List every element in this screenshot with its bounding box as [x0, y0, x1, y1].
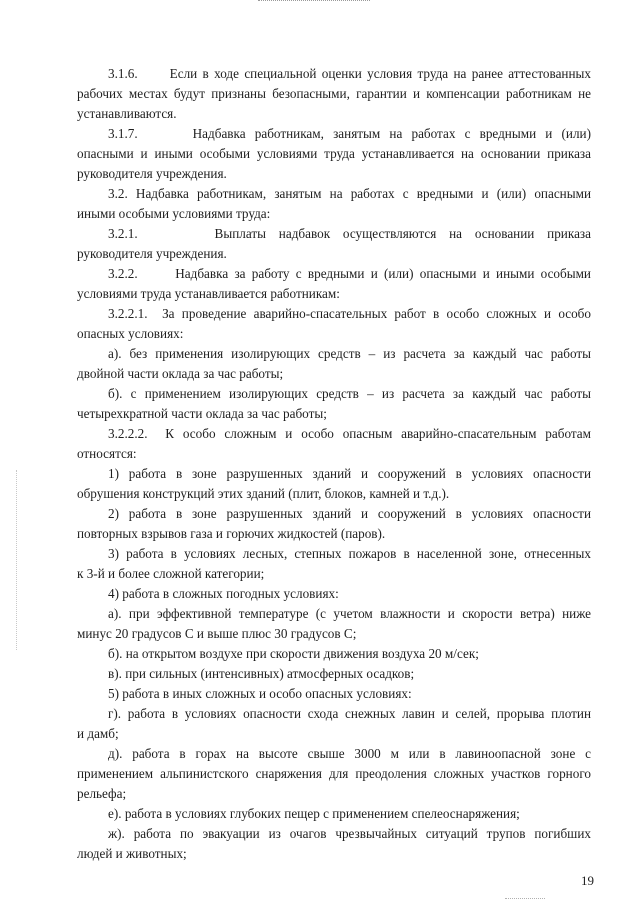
document-body [77, 64, 591, 864]
scan-mark-bottom [505, 898, 545, 901]
text-line: руководителя учреждения. [77, 246, 227, 261]
scan-mark-top [258, 0, 370, 5]
text-line: и дамб; [77, 726, 119, 741]
text-line: 5) работа в иных сложных и особо опасных условиях: [108, 686, 412, 701]
text-line: опасными и иными особыми условиями труда устанавливается на основании приказа [77, 146, 591, 161]
text-line: руководителя учреждения. [77, 166, 227, 181]
text-line: иными особыми условиями труда: [77, 206, 271, 221]
text-line: 3) работа в условиях лесных, степных пожаров в населенной зоне, отнесенных [108, 546, 591, 561]
text-line: 3.2.2. Надбавка за работу с вредными и (или) опасными и иными особыми [108, 266, 591, 281]
text-line: 1) работа в зоне разрушенных зданий и сооружений в условиях опасности [108, 466, 591, 481]
text-line: рельефа; [77, 786, 127, 801]
text-line: г). работа в условиях опасности схода снежных лавин и селей, прорыва плотин [108, 706, 591, 721]
text-line: к 3-й и более сложной категории; [77, 566, 265, 581]
text-line: минус 20 градусов С и выше плюс 30 градусов С; [77, 626, 357, 641]
text-line: ж). работа по эвакуации из очагов чрезвычайных ситуаций трупов погибших [108, 826, 591, 841]
page-number: 19 [581, 873, 594, 888]
text-line: рабочих местах будут признаны безопасными, гарантии и компенсации работникам не [77, 86, 591, 101]
text-line: двойной части оклада за час работы; [77, 366, 284, 381]
text-line: четырехкратной части оклада за час работы; [77, 406, 327, 421]
text-line: б). на открытом воздухе при скорости движения воздуха 20 м/сек; [108, 646, 479, 661]
text-line: 3.2.2.1. За проведение аварийно-спасательных работ в особо сложных и особо [108, 306, 591, 321]
text-line: 3.2. Надбавка работникам, занятым на работах с вредными и (или) опасными [108, 186, 591, 201]
text-line: 4) работа в сложных погодных условиях: [108, 586, 339, 601]
text-line: 3.2.1. Выплаты надбавок осуществляются на основании приказа [108, 226, 591, 241]
text-line: 3.1.7. Надбавка работникам, занятым на работах с вредными и (или) [108, 126, 591, 141]
scan-mark-left [16, 470, 19, 650]
text-line: повторных взрывов газа и горючих жидкостей (паров). [77, 526, 386, 541]
text-line: 3.2.2.2. К особо сложным и особо опасным аварийно-спасательным работам [108, 426, 591, 441]
text-line: опасных условиях: [77, 326, 184, 341]
text-line: е). работа в условиях глубоких пещер с применением спелеоснаряжения; [108, 806, 520, 821]
text-line: б). с применением изолирующих средств – из расчета за каждый час работы [108, 386, 591, 401]
text-line: 2) работа в зоне разрушенных зданий и сооружений в условиях опасности [108, 506, 591, 521]
text-line: 3.1.6. Если в ходе специальной оценки условия труда на ранее аттестованных [108, 66, 591, 81]
text-line: обрушения конструкций этих зданий (плит, блоков, камней и т.д.). [77, 486, 450, 501]
text-line: применением альпинистского снаряжения для преодоления сложных участков горного [77, 766, 591, 781]
text-line: а). при эффективной температуре (с учетом влажности и скорости ветра) ниже [108, 606, 591, 621]
text-line: людей и животных; [77, 846, 187, 861]
text-line: в). при сильных (интенсивных) атмосферных осадков; [108, 666, 415, 681]
text-line: относятся: [77, 446, 137, 461]
text-line: а). без применения изолирующих средств – из расчета за каждый час работы [108, 346, 591, 361]
text-line: д). работа в горах на высоте свыше 3000 м или в лавиноопасной зоне с [108, 746, 591, 761]
text-line: устанавливаются. [77, 106, 177, 121]
text-line: условиями труда устанавливается работникам: [77, 286, 340, 301]
